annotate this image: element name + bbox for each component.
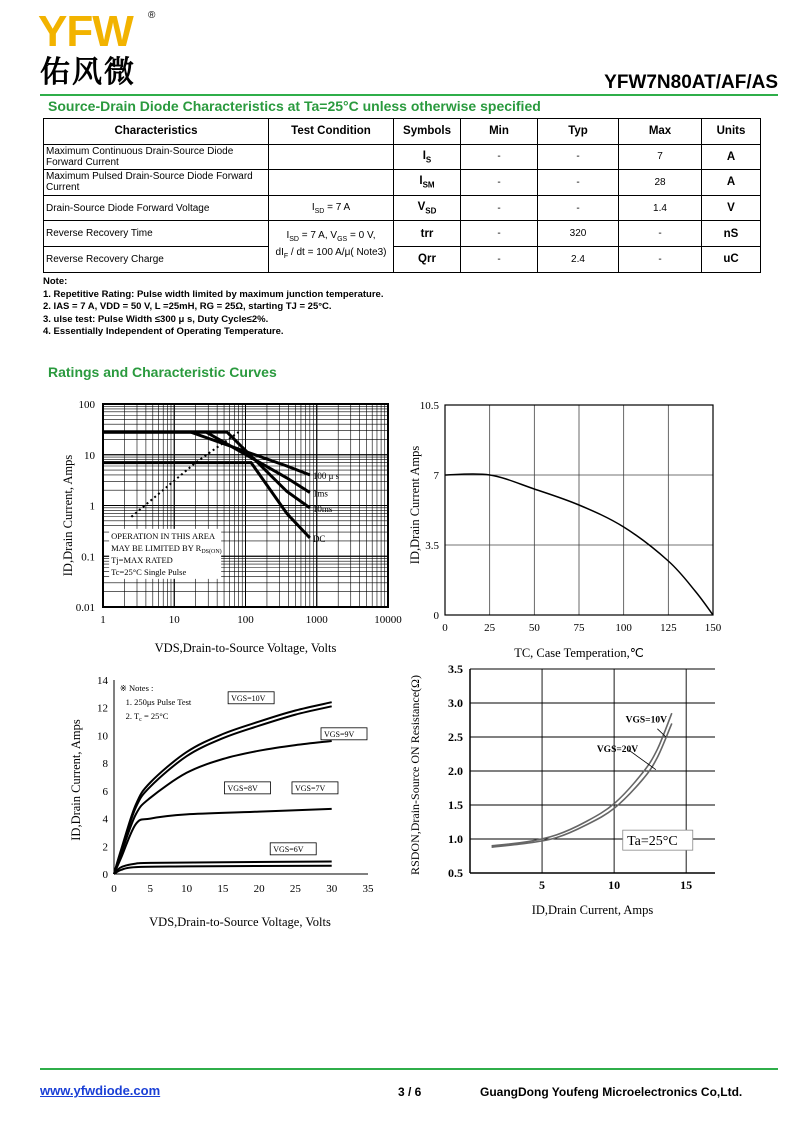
cell-condition-merged: $I_{SD} = 7$ A, $V_{GS} = 0$ V, $dI_F$ / dt = 100 A/μ( Note3) (269, 221, 394, 272)
y-tick-label: 4 (102, 813, 108, 826)
output-curve-5 (114, 866, 332, 874)
y-tick-label: 14 (97, 675, 108, 687)
col-units: Units (702, 119, 761, 145)
cell-max: 1.4 (619, 195, 702, 221)
y-axis-label: ID,Drain Current, Amps (61, 454, 75, 577)
output-curve-3 (114, 809, 332, 874)
annotation-text: Ta=25°C (627, 834, 678, 850)
label-text: VGS=10V (231, 693, 266, 703)
cell-typ: 2.4 (538, 246, 619, 272)
note-line: ※ Notes : (119, 683, 154, 694)
y-tick-label: 1.5 (448, 798, 463, 812)
x-axis-label: TC, Case Temperation,℃ (514, 646, 644, 660)
vgs-label (292, 782, 338, 794)
registered-mark-icon: ® (148, 10, 156, 21)
col-typ: Typ (538, 119, 619, 145)
header-divider (40, 94, 778, 96)
cell-max: 28 (619, 170, 702, 196)
x-axis-label: VDS,Drain-to-Source Voltage, Volts (154, 641, 337, 655)
series-label: VGS=10V (625, 715, 667, 726)
label-text: VGS=8V (227, 783, 258, 793)
y-tick-label: 1.0 (448, 832, 463, 846)
y-tick-label: 0.01 (75, 602, 95, 614)
col-characteristics: Characteristics (44, 119, 269, 145)
y-tick-label: 0.5 (448, 866, 463, 880)
cell-typ: 320 (538, 221, 619, 247)
rds-curve-1 (492, 723, 672, 847)
on-resistance-chart (405, 655, 735, 925)
ta-annotation (623, 830, 693, 850)
x-tick-label: 100 (615, 622, 632, 634)
notes-title: Note: (43, 276, 68, 287)
cell-min: - (461, 246, 538, 272)
table-row (44, 221, 761, 247)
table-row (44, 144, 761, 170)
table-row (44, 170, 761, 196)
cell-condition (269, 170, 394, 196)
x-tick-label: 15 (680, 878, 693, 892)
x-tick-label: 15 (217, 883, 229, 895)
note-item: 1. Repetitive Rating: Pulse width limited by maximum junction temperature. (43, 288, 384, 300)
model-number: YFW7N80AT/AF/AS (604, 72, 778, 93)
y-tick-label: 3.0 (448, 696, 463, 710)
logo-text: YFW (38, 7, 133, 56)
cell-typ: - (538, 144, 619, 170)
x-tick-label: 35 (362, 883, 374, 895)
col-max: Max (619, 119, 702, 145)
series-label: VGS=20V (596, 744, 639, 755)
cell-characteristic: Reverse Recovery Time (44, 221, 269, 247)
table-header-row (44, 119, 761, 145)
y-tick-label: 2.5 (448, 730, 463, 744)
label-text: VGS=7V (294, 783, 326, 793)
ratings-title: Ratings and Characteristic Curves (48, 364, 277, 380)
col-min: Min (461, 119, 538, 145)
output-characteristics-chart (30, 668, 410, 933)
cell-condition: $I_{SD} = 7$ A (269, 195, 394, 221)
col-test-condition: Test Condition (269, 119, 394, 145)
x-tick-label: 10000 (374, 614, 402, 626)
x-tick-label: 125 (660, 622, 677, 634)
label-text: VGS=6V (273, 844, 304, 854)
x-tick-label: 0 (111, 883, 117, 895)
x-tick-label: 100 (237, 614, 254, 626)
footer-divider (40, 1068, 778, 1070)
cell-max: - (619, 246, 702, 272)
soa-annotation (109, 529, 222, 579)
cell-symbol: $I_{SM}$ (394, 170, 461, 196)
vgs-label (224, 782, 270, 794)
annotation-text: Tj=MAX RATED (111, 554, 173, 565)
x-tick-label: 0 (442, 622, 448, 634)
col-symbols: Symbols (394, 119, 461, 145)
company-name: GuangDong Youfeng Microelectronics Co,Ltd. (480, 1085, 743, 1099)
table-row (44, 246, 761, 272)
x-tick-label: 30 (326, 883, 338, 895)
y-tick-label: 8 (102, 758, 108, 771)
label-text: VGS=9V (324, 729, 355, 739)
note-line: 1. 250μs Pulse Test (125, 696, 192, 707)
cell-min: - (461, 195, 538, 221)
x-tick-label: 5 (147, 883, 154, 895)
y-tick-label: 1 (89, 500, 95, 513)
note-item: 2. IAS = 7 A, VDD = 50 V, L =25mH, RG = 25Ω, starting TJ = 25°C. (43, 301, 332, 312)
x-tick-label: 1000 (305, 614, 328, 626)
cell-typ: - (538, 170, 619, 196)
y-tick-label: 12 (97, 702, 108, 715)
y-tick-label: 7 (433, 470, 439, 482)
x-tick-label: 1 (100, 614, 106, 626)
vgs-label (321, 728, 367, 740)
cell-max: - (619, 221, 702, 247)
table-row (44, 195, 761, 221)
section-title: Source-Drain Diode Characteristics at Ta=25°C unless otherwise specified (48, 98, 541, 114)
y-tick-label: 0 (433, 610, 439, 622)
derating-chart (405, 395, 735, 665)
cell-symbol: Qrr (394, 246, 461, 272)
cell-unit: uC (702, 246, 761, 272)
annotation-text: Tc=25°C Single Pulse (111, 566, 187, 577)
cell-max: 7 (619, 144, 702, 170)
x-tick-label: 25 (289, 883, 301, 895)
y-tick-label: 3.5 (448, 662, 463, 676)
x-tick-label: 50 (528, 622, 540, 634)
y-axis-label: ID,Drain Current Amps (408, 445, 422, 565)
x-tick-label: 10 (608, 878, 621, 892)
vgs-label (228, 692, 274, 704)
cell-unit: V (702, 195, 761, 221)
cell-unit: nS (702, 221, 761, 247)
logo-chinese-name: 佑风微 (40, 55, 136, 90)
diode-characteristics-table (43, 118, 761, 273)
x-tick-label: 10 (168, 614, 180, 626)
x-axis-label: ID,Drain Current, Amps (531, 903, 654, 917)
x-tick-label: 150 (704, 622, 722, 634)
note-item: 3. ulse test: Pulse Width ≤300 μ s, Duty Cycle≤2%. (43, 313, 269, 325)
output-notes (120, 683, 192, 723)
cell-min: - (461, 144, 538, 170)
cell-unit: A (702, 144, 761, 170)
website-link[interactable]: www.yfwdiode.com (40, 1083, 161, 1098)
cell-characteristic: Maximum Continuous Drain-Source Diode Forward Current (44, 144, 269, 170)
rds-curve-0 (492, 713, 672, 846)
cell-unit: A (702, 170, 761, 196)
y-tick-label: 10.5 (419, 400, 439, 412)
cell-min: - (461, 221, 538, 247)
note-line: 2. $T_c = 25^\circ C$ (125, 710, 169, 723)
cell-characteristic: Maximum Pulsed Drain-Source Diode Forward Current (44, 170, 269, 196)
soa-chart (30, 390, 410, 660)
output-curve-4 (114, 862, 332, 875)
x-tick-label: 75 (573, 622, 585, 634)
annotation-text: OPERATION IN THIS AREA (111, 530, 216, 541)
cell-min: - (461, 170, 538, 196)
y-tick-label: 3.5 (425, 540, 439, 552)
soa-curve-label: 10ms (312, 503, 333, 514)
x-tick-label: 5 (539, 878, 546, 892)
soa-curve-0 (103, 432, 310, 475)
page-number: 3 / 6 (398, 1085, 422, 1099)
y-tick-label: 100 (78, 399, 95, 411)
cell-symbol: trr (394, 221, 461, 247)
cell-characteristic: Drain-Source Diode Forward Voltage (44, 195, 269, 221)
x-tick-label: 20 (253, 883, 265, 895)
y-tick-label: 2 (102, 841, 108, 854)
company-logo (38, 7, 133, 56)
y-tick-label: 0 (102, 869, 108, 881)
cell-symbol: $V_{SD}$ (394, 195, 461, 221)
soa-curve-label: 100 μ s (312, 470, 340, 481)
cell-typ: - (538, 195, 619, 221)
annotation-text: MAY BE LIMITED BY $R_{DS(ON)}$ (111, 542, 222, 555)
cell-condition (269, 144, 394, 170)
y-tick-label: 0.1 (81, 551, 95, 564)
soa-curve-label: 1ms (312, 488, 328, 499)
soa-curve-label: DC (312, 533, 326, 544)
cell-symbol: $I_S$ (394, 144, 461, 170)
notes-block (43, 276, 383, 339)
x-axis-label: VDS,Drain-to-Source Voltage, Volts (149, 915, 331, 929)
note-item: 4. Essentially Independent of Operating Temperature. (43, 326, 284, 337)
y-tick-label: 6 (102, 785, 108, 798)
x-tick-label: 10 (181, 883, 193, 895)
y-tick-label: 2.0 (448, 764, 463, 778)
vgs-label (270, 843, 316, 855)
x-tick-label: 25 (484, 622, 496, 634)
y-tick-label: 10 (97, 730, 108, 743)
y-axis-label: RSDON,Drain-Source ON Resistance(Ω) (408, 675, 422, 875)
y-tick-label: 10 (84, 449, 95, 462)
cell-characteristic: Reverse Recovery Charge (44, 246, 269, 272)
y-axis-label: ID,Drain Current, Amps (69, 719, 83, 841)
